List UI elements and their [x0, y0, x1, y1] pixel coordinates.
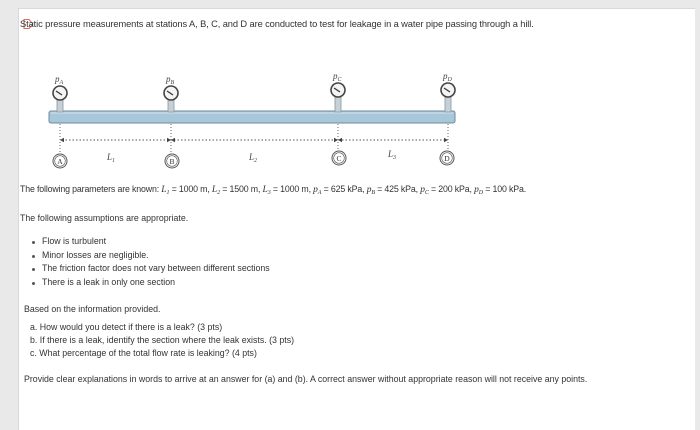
length-l3-label: $L_3$: [388, 149, 397, 161]
gauge-c-symbol: p: [333, 71, 338, 81]
station-a-label: A: [57, 157, 63, 166]
station-c-label: C: [336, 154, 342, 163]
assumptions-heading: The following assumptions are appropriate.: [20, 213, 189, 223]
length-l2-label: $L_2$: [249, 152, 258, 164]
assumption-item: There is a leak in only one section: [32, 276, 270, 290]
l2-symbol: $L_2$: [211, 185, 220, 196]
svg-text:pB: [165, 74, 175, 86]
gauge-c-stem: [335, 97, 341, 112]
svg-text:pD: [442, 71, 453, 83]
assumption-item: Minor losses are negligible.: [32, 249, 270, 263]
station-b-marker: [165, 154, 179, 168]
parameters-intro: The following parameters are known:: [20, 184, 159, 194]
pd-symbol: $p_D$: [474, 185, 483, 196]
station-d-marker: [440, 151, 454, 165]
l3-value: = 1000 m,: [272, 184, 311, 194]
svg-text:pC: [332, 71, 343, 83]
gauge-b-symbol: p: [166, 74, 171, 84]
l2-value: = 1500 m,: [222, 184, 261, 194]
gauge-c-subscript: C: [337, 77, 342, 83]
question-b: b. If there is a leak, identify the section where the leak exists. (3 pts): [30, 335, 295, 345]
station-c-marker: [332, 151, 346, 165]
gauge-c: [331, 71, 345, 112]
pc-value: = 200 kPa,: [431, 184, 472, 194]
pc-symbol: $p_C$: [420, 185, 429, 196]
pb-symbol: $p_B$: [366, 185, 375, 196]
pa-value: = 625 kPa,: [323, 184, 365, 194]
pd-value: = 100 kPa.: [485, 184, 527, 194]
questions-list: [30, 321, 294, 360]
gauge-a: [53, 74, 67, 112]
problem-intro: Static pressure measurements at stations A, B, C, and D are conducted to test for leakage in a water pipe passing through a hill.: [20, 19, 534, 29]
gauge-d-symbol: p: [443, 71, 448, 81]
question-c: c. What percentage of the total flow rate is leaking? (4 pts): [30, 348, 257, 358]
station-d-label: D: [444, 154, 450, 163]
svg-text:pA: [54, 74, 64, 86]
station-b-label: B: [169, 157, 175, 166]
l1-value: = 1000 m,: [171, 184, 210, 194]
question-a: a. How would you detect if there is a leak? (3 pts): [30, 322, 223, 332]
answer-instructions: Provide clear explanations in words to arrive at an answer for (a) and (b). A correct answer without appropriate reason will not receive any points.: [24, 374, 588, 384]
pipe-diagram: [0, 0, 700, 180]
assumptions-list: [32, 235, 270, 289]
l3-symbol: $L_3$: [262, 185, 271, 196]
based-on-text: Based on the information provided.: [24, 304, 161, 314]
assumption-item: The friction factor does not vary between different sections: [32, 262, 270, 276]
known-parameters: [20, 184, 526, 196]
gauge-a-subscript: A: [59, 80, 64, 86]
gauge-d-stem: [445, 97, 451, 112]
length-l1-label: $L_1$: [107, 152, 116, 164]
gauge-d: [441, 71, 455, 112]
pb-value: = 425 kPa,: [377, 184, 418, 194]
assumption-item: Flow is turbulent: [32, 235, 270, 249]
gauge-d-subscript: D: [447, 77, 452, 83]
gauge-b: [164, 74, 178, 112]
gauge-b-subscript: B: [170, 80, 175, 86]
pa-symbol: $p_A$: [313, 185, 322, 196]
l1-symbol: $L_1$: [161, 185, 170, 196]
station-a-marker: [53, 154, 67, 168]
gauge-a-symbol: p: [55, 74, 60, 84]
